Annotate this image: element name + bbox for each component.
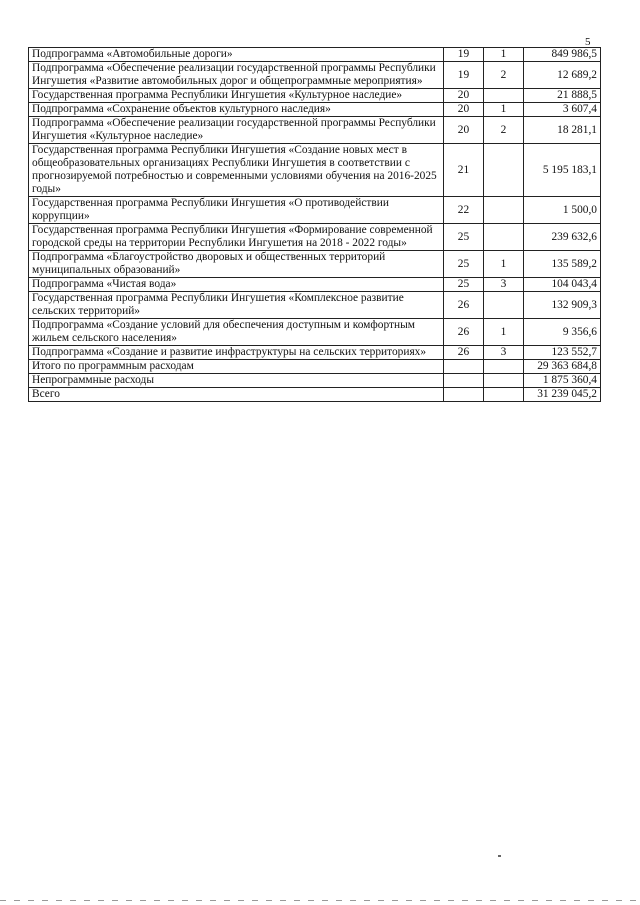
row-name-cell: Подпрограмма «Создание и развитие инфраструктуры на сельских территориях» bbox=[29, 346, 444, 360]
table-row bbox=[29, 374, 601, 388]
row-amount-cell: 135 589,2 bbox=[524, 251, 601, 278]
page-number: 5 bbox=[585, 36, 591, 48]
row-code2-cell: 3 bbox=[484, 278, 524, 292]
table-row bbox=[29, 319, 601, 346]
table-row bbox=[29, 103, 601, 117]
row-name-cell: Подпрограмма «Обеспечение реализации государственной программы Республики Ингушетия «Развитие автомобильных дорог и общепрограммные мероприятия» bbox=[29, 62, 444, 89]
row-name-cell: Государственная программа Республики Ингушетия «О противодействии коррупции» bbox=[29, 197, 444, 224]
row-name-cell: Государственная программа Республики Ингушетия «Культурное наследие» bbox=[29, 89, 444, 103]
row-amount-cell: 9 356,6 bbox=[524, 319, 601, 346]
table-row bbox=[29, 144, 601, 197]
row-amount-cell: 239 632,6 bbox=[524, 224, 601, 251]
row-code2-cell: 1 bbox=[484, 319, 524, 346]
row-code1-cell: 22 bbox=[444, 197, 484, 224]
row-amount-cell: 1 500,0 bbox=[524, 197, 601, 224]
row-amount-cell: 18 281,1 bbox=[524, 117, 601, 144]
row-code1-cell: 19 bbox=[444, 48, 484, 62]
row-name-cell: Непрограммные расходы bbox=[29, 374, 444, 388]
row-code2-cell bbox=[484, 144, 524, 197]
row-code1-cell: 20 bbox=[444, 103, 484, 117]
table-row bbox=[29, 197, 601, 224]
row-code1-cell: 25 bbox=[444, 278, 484, 292]
table-row bbox=[29, 292, 601, 319]
row-code2-cell bbox=[484, 292, 524, 319]
table-row bbox=[29, 251, 601, 278]
row-code2-cell: 2 bbox=[484, 62, 524, 89]
row-code1-cell: 19 bbox=[444, 62, 484, 89]
row-code2-cell: 3 bbox=[484, 346, 524, 360]
row-code1-cell: 26 bbox=[444, 346, 484, 360]
table-row bbox=[29, 117, 601, 144]
row-code2-cell bbox=[484, 197, 524, 224]
budget-table bbox=[28, 47, 601, 402]
row-amount-cell: 849 986,5 bbox=[524, 48, 601, 62]
row-amount-cell: 3 607,4 bbox=[524, 103, 601, 117]
row-code2-cell bbox=[484, 388, 524, 402]
row-amount-cell: 123 552,7 bbox=[524, 346, 601, 360]
row-name-cell: Подпрограмма «Благоустройство дворовых и общественных территорий муниципальных образований» bbox=[29, 251, 444, 278]
row-code1-cell: 20 bbox=[444, 117, 484, 144]
row-name-cell: Подпрограмма «Автомобильные дороги» bbox=[29, 48, 444, 62]
table-row bbox=[29, 89, 601, 103]
row-amount-cell: 132 909,3 bbox=[524, 292, 601, 319]
row-name-cell: Государственная программа Республики Ингушетия «Создание новых мест в общеобразовательных организациях Республики Ингушетия в соответствии с прогнозируемой потребностью и современными условиями обучения на 2016-2025 годы» bbox=[29, 144, 444, 197]
footer-scan-line bbox=[0, 900, 640, 901]
row-name-cell: Итого по программным расходам bbox=[29, 360, 444, 374]
table-row bbox=[29, 346, 601, 360]
row-code2-cell bbox=[484, 360, 524, 374]
row-amount-cell: 5 195 183,1 bbox=[524, 144, 601, 197]
table-row bbox=[29, 360, 601, 374]
table-row bbox=[29, 278, 601, 292]
row-name-cell: Государственная программа Республики Ингушетия «Формирование современной городской среды на территории Республики Ингушетия на 2018 - 2022 годы» bbox=[29, 224, 444, 251]
row-amount-cell: 1 875 360,4 bbox=[524, 374, 601, 388]
row-code1-cell: 26 bbox=[444, 292, 484, 319]
table-row bbox=[29, 224, 601, 251]
row-name-cell: Подпрограмма «Обеспечение реализации государственной программы Республики Ингушетия «Культурное наследие» bbox=[29, 117, 444, 144]
row-code1-cell bbox=[444, 374, 484, 388]
table-row bbox=[29, 388, 601, 402]
row-code1-cell: 25 bbox=[444, 224, 484, 251]
row-amount-cell: 31 239 045,2 bbox=[524, 388, 601, 402]
row-code2-cell: 1 bbox=[484, 103, 524, 117]
row-code2-cell: 2 bbox=[484, 117, 524, 144]
row-code2-cell: 1 bbox=[484, 251, 524, 278]
row-name-cell: Подпрограмма «Чистая вода» bbox=[29, 278, 444, 292]
row-name-cell: Всего bbox=[29, 388, 444, 402]
row-amount-cell: 12 689,2 bbox=[524, 62, 601, 89]
scan-mark bbox=[498, 855, 501, 857]
row-code2-cell bbox=[484, 374, 524, 388]
row-code1-cell: 21 bbox=[444, 144, 484, 197]
row-code1-cell: 20 bbox=[444, 89, 484, 103]
row-amount-cell: 21 888,5 bbox=[524, 89, 601, 103]
row-code2-cell bbox=[484, 89, 524, 103]
table-row bbox=[29, 62, 601, 89]
row-name-cell: Подпрограмма «Создание условий для обеспечения доступным и комфортным жильем сельского населения» bbox=[29, 319, 444, 346]
table-row bbox=[29, 48, 601, 62]
row-name-cell: Государственная программа Республики Ингушетия «Комплексное развитие сельских территорий» bbox=[29, 292, 444, 319]
row-name-cell: Подпрограмма «Сохранение объектов культурного наследия» bbox=[29, 103, 444, 117]
row-amount-cell: 104 043,4 bbox=[524, 278, 601, 292]
row-code1-cell bbox=[444, 388, 484, 402]
row-code1-cell bbox=[444, 360, 484, 374]
row-code1-cell: 26 bbox=[444, 319, 484, 346]
row-amount-cell: 29 363 684,8 bbox=[524, 360, 601, 374]
row-code2-cell: 1 bbox=[484, 48, 524, 62]
row-code2-cell bbox=[484, 224, 524, 251]
row-code1-cell: 25 bbox=[444, 251, 484, 278]
